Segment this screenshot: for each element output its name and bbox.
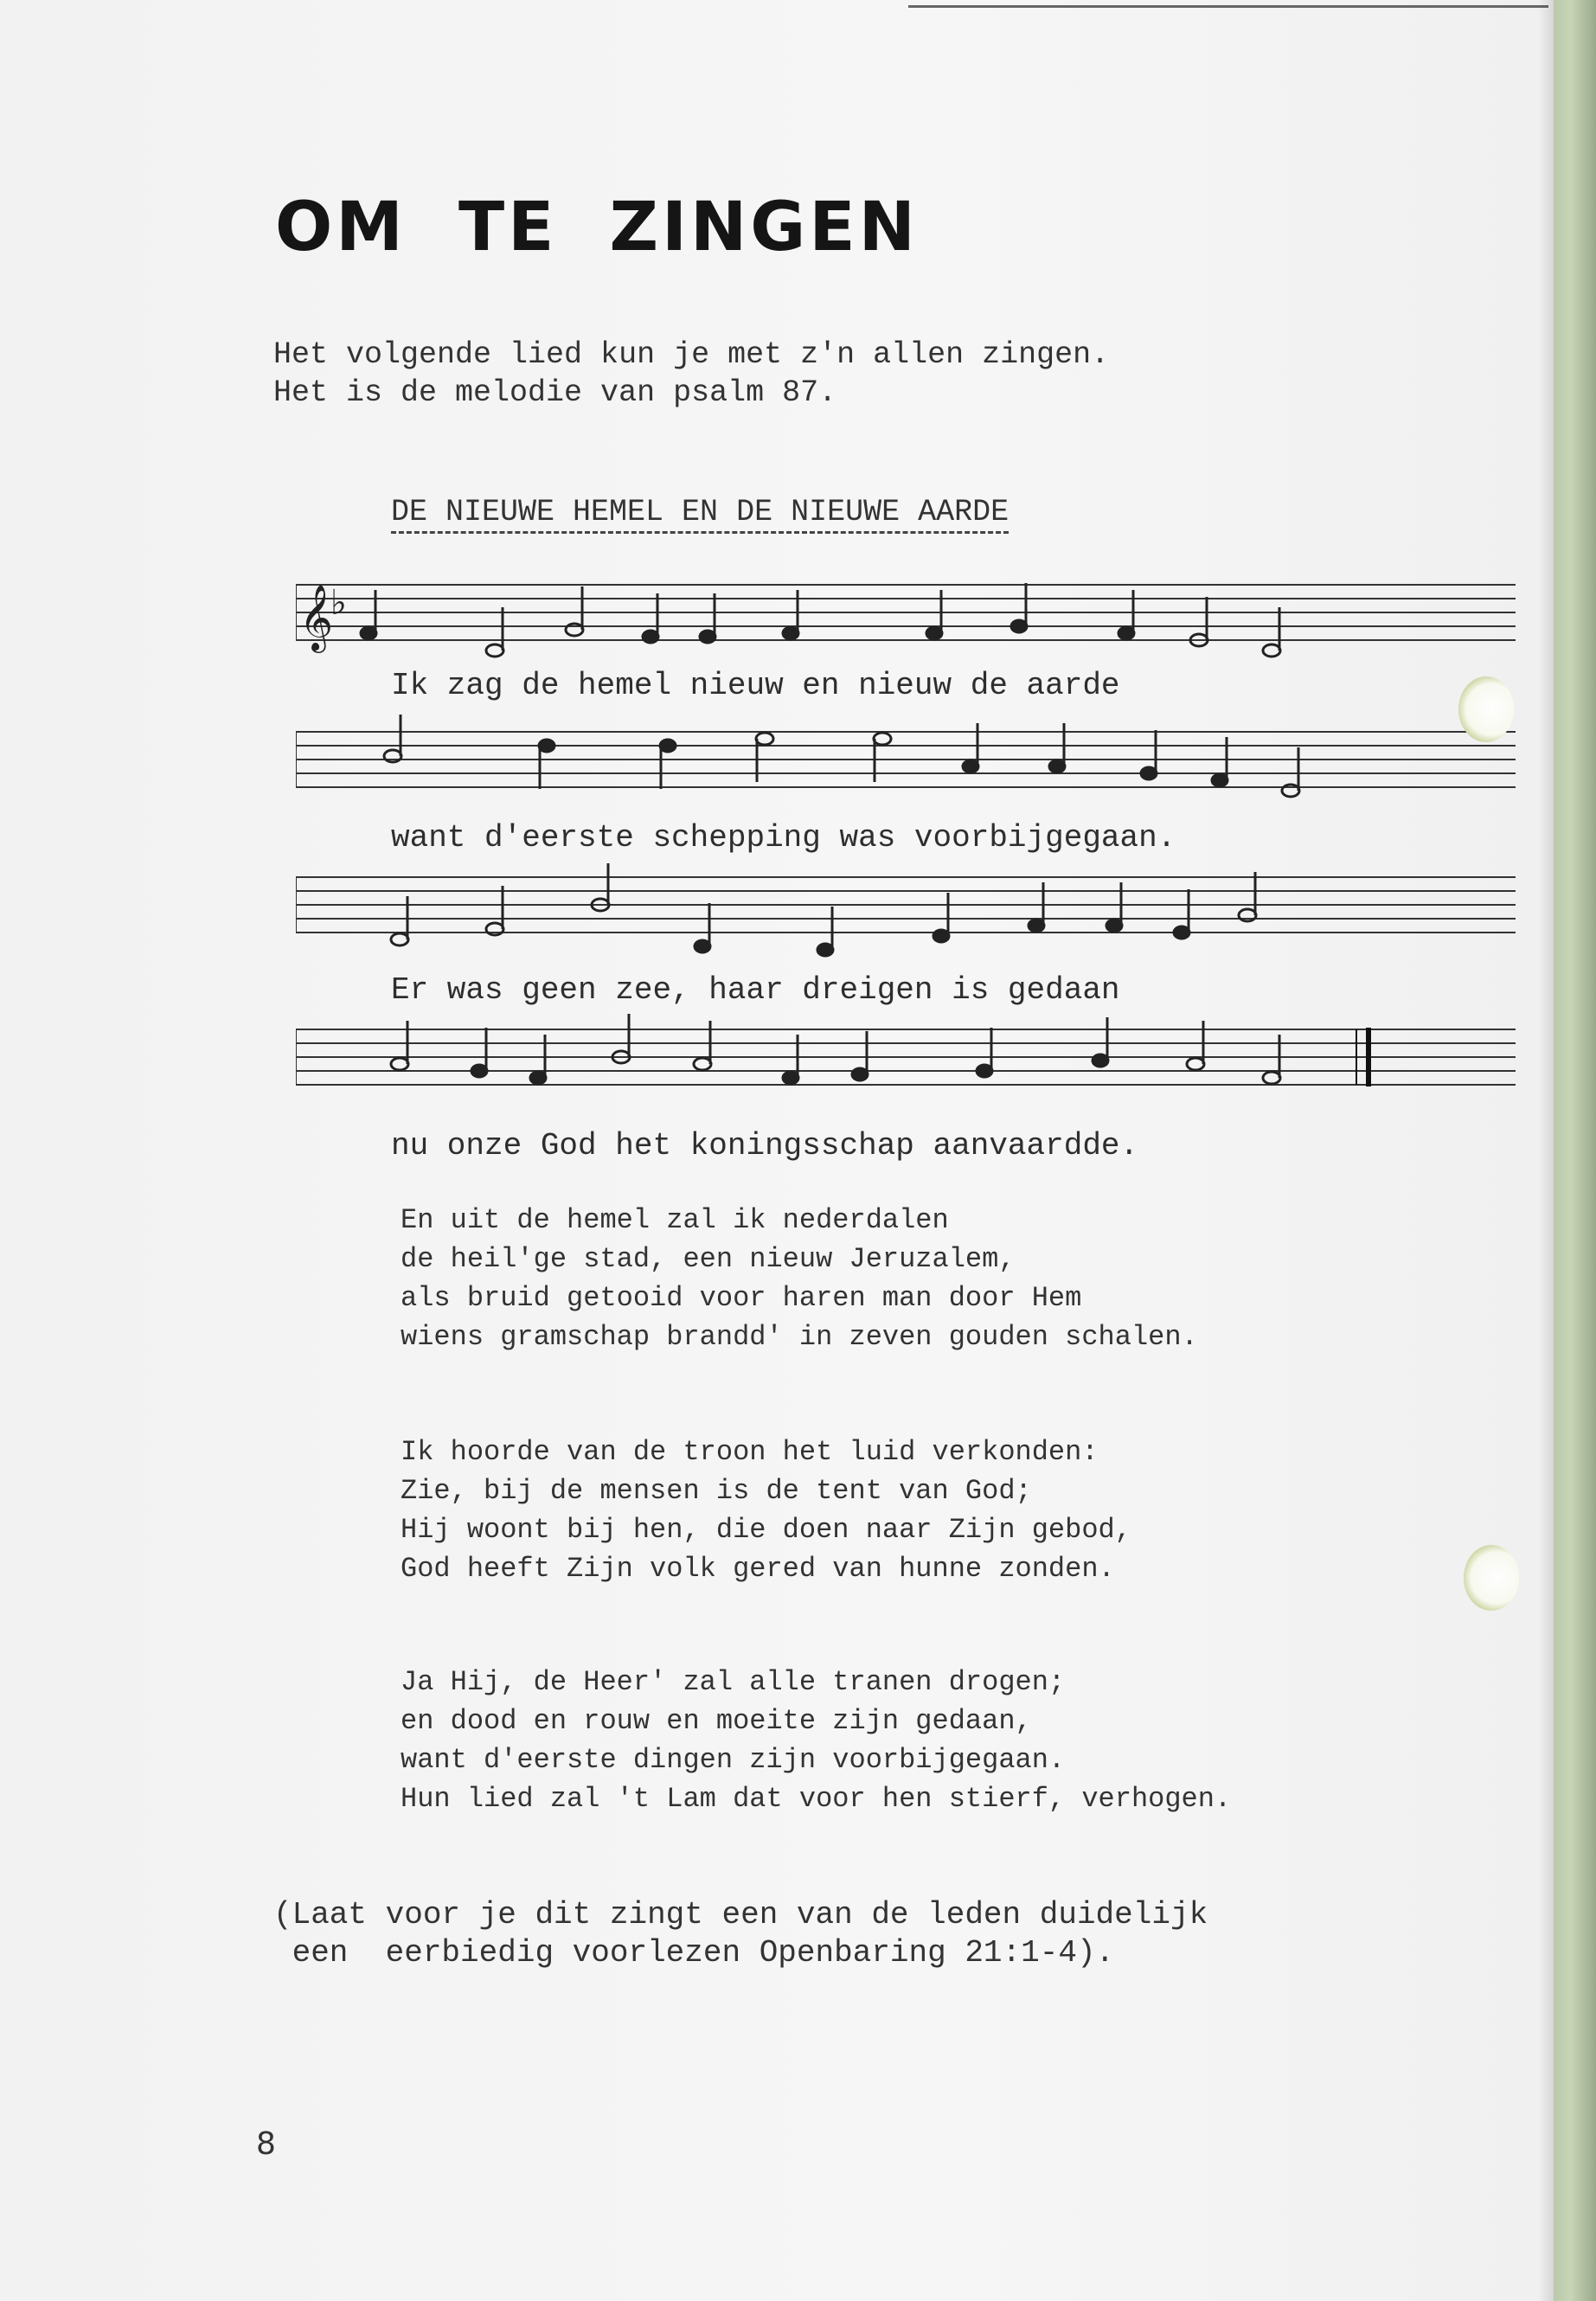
intro-text xyxy=(273,336,1109,412)
lyric-line-4: nu onze God het koningsschap aanvaardde. xyxy=(391,1128,1139,1163)
binder-hole-bottom xyxy=(1464,1545,1519,1611)
verse-line: want d'eerste dingen zijn voorbijgegaan. xyxy=(401,1744,1066,1776)
verse-2 xyxy=(401,1201,1198,1356)
verse-3 xyxy=(401,1433,1131,1588)
verse-line: Zie, bij de mensen is de tent van God; xyxy=(401,1475,1032,1507)
verse-line: En uit de hemel zal ik nederdalen xyxy=(401,1204,949,1236)
verse-line: Hun lied zal 't Lam dat voor hen stierf, verhogen. xyxy=(401,1783,1232,1815)
verse-line: wiens gramschap brandd' in zeven gouden schalen. xyxy=(401,1321,1198,1353)
verse-line: Ik hoorde van de troon het luid verkonden: xyxy=(401,1436,1099,1468)
page-edge-shadow xyxy=(1538,0,1555,2301)
verse-line: de heil'ge stad, een nieuw Jeruzalem, xyxy=(401,1243,1016,1275)
treble-clef-icon: 𝄞 xyxy=(299,584,334,651)
verse-line: Hij woont bij hen, die doen naar Zijn gebod, xyxy=(401,1514,1131,1546)
intro-line-2: Het is de melodie van psalm 87. xyxy=(273,375,837,410)
binder-edge xyxy=(1554,0,1596,2301)
lyric-line-2: want d'eerste schepping was voorbijgegaan. xyxy=(391,820,1176,856)
song-title: DE NIEUWE HEMEL EN DE NIEUWE AARDE xyxy=(391,495,1009,534)
title-word-2: TE xyxy=(458,189,558,266)
music-staff-2 xyxy=(296,715,1524,810)
verse-line: God heeft Zijn volk gered van hunne zonden. xyxy=(401,1553,1115,1585)
reading-instruction xyxy=(273,1896,1208,1972)
music-staff-3 xyxy=(296,863,1524,958)
top-rule xyxy=(908,5,1548,8)
binder-hole-top xyxy=(1458,676,1514,742)
flat-icon: ♭ xyxy=(330,583,347,623)
instruction-line-2: een eerbiedig voorlezen Openbaring 21:1-4). xyxy=(273,1935,1115,1971)
page-title xyxy=(275,189,919,266)
page-number: 8 xyxy=(256,2126,276,2162)
music-staff-1 xyxy=(296,564,1524,668)
lyric-line-1: Ik zag de hemel nieuw en nieuw de aarde xyxy=(391,668,1120,703)
verse-line: en dood en rouw en moeite zijn gedaan, xyxy=(401,1705,1032,1737)
music-staff-4 xyxy=(296,1012,1524,1107)
instruction-line-1: (Laat voor je dit zingt een van de leden duidelijk xyxy=(273,1897,1208,1932)
verse-4 xyxy=(401,1663,1231,1818)
title-word-3: ZINGEN xyxy=(609,189,919,266)
intro-line-1: Het volgende lied kun je met z'n allen zingen. xyxy=(273,337,1110,372)
title-word-1: OM xyxy=(275,189,407,266)
verse-line: als bruid getooid voor haren man door Hem xyxy=(401,1282,1082,1314)
lyric-line-3: Er was geen zee, haar dreigen is gedaan xyxy=(391,972,1120,1008)
verse-line: Ja Hij, de Heer' zal alle tranen drogen; xyxy=(401,1666,1066,1698)
